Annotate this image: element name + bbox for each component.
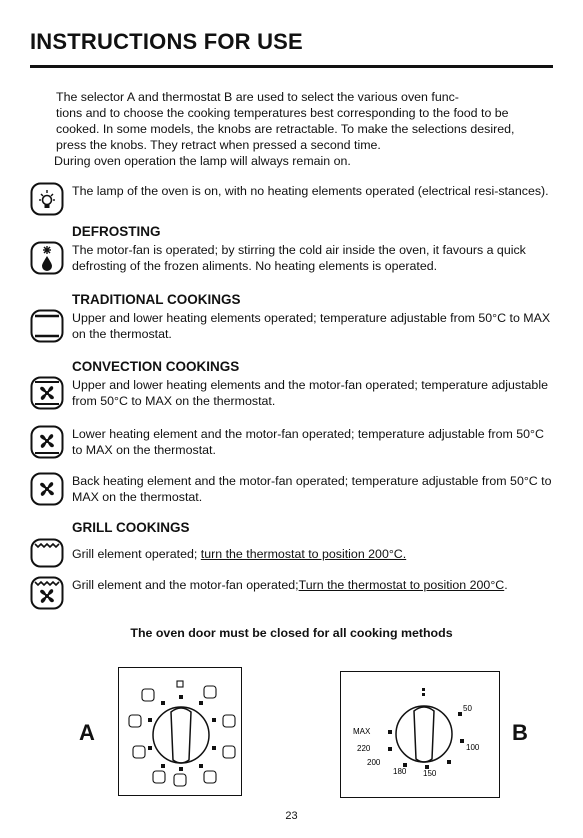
traditional-text: Upper and lower heating elements operated; temperature adjustable from 50°C to MAX on the thermostat. [72, 311, 551, 341]
intro-line: cooked. In some models, the knobs are retractable. To make the selections desired, [56, 122, 515, 136]
grill-icon [30, 538, 64, 568]
convection-heading: CONVECTION COOKINGS [72, 359, 240, 374]
thermostat-label-180: 180 [393, 767, 407, 776]
selector-knob [153, 707, 209, 763]
fan-icon [30, 472, 64, 506]
thermostat-label-200: 200 [367, 758, 381, 767]
fan-top-bottom-icon [30, 376, 64, 410]
grill-text-1 [72, 546, 552, 562]
grill-text-2-instruction: Turn the thermostat to position 200°C [298, 578, 505, 592]
thermostat-label-max: MAX [353, 727, 371, 736]
thermostat-label-100: 100 [466, 743, 480, 752]
intro-line: tions and to choose the cooking temperatures best corresponding to the food to be [56, 106, 509, 120]
defrost-text: The motor-fan is operated; by stirring the cold air inside the oven, it favours a quick defrosting of the frozen aliments. No heating elements is operated. [72, 243, 526, 273]
intro-line: During oven operation the lamp will always remain on. [54, 154, 351, 168]
thermostat-label-220: 220 [357, 744, 371, 753]
thermostat-label-150: 150 [423, 769, 437, 778]
grill-text-2-main: Grill element and the motor-fan operated; [72, 578, 299, 592]
grill-text-1-main: Grill element operated; [72, 547, 201, 561]
convection-text-1: Upper and lower heating elements and the motor-fan operated; temperature adjustable from 50°C to MAX on the thermostat. [72, 378, 548, 408]
thermostat-knob-diagram [341, 672, 499, 797]
selector-panel [118, 667, 242, 796]
door-closed-note: The oven door must be closed for all cooking methods [130, 626, 453, 640]
intro-paragraph [56, 89, 548, 169]
selector-knob-diagram [119, 668, 241, 795]
lamp-text: The lamp of the oven is on, with no heating elements operated (electrical resi-stances). [72, 184, 549, 198]
grill-fan-icon [30, 576, 64, 610]
grill-text-2 [72, 577, 552, 593]
convection-text-2: Lower heating element and the motor-fan operated; temperature adjustable from 50°C to MAX on the thermostat. [72, 427, 544, 457]
top-bottom-heat-icon [30, 309, 64, 343]
defrost-icon [30, 241, 64, 275]
title-rule [30, 65, 553, 68]
thermostat-letter: B [512, 720, 528, 745]
lamp-icon [30, 182, 64, 216]
fan-bottom-icon [30, 425, 64, 459]
page-number: 23 [285, 810, 298, 822]
traditional-heading: TRADITIONAL COOKINGS [72, 292, 241, 307]
selector-letter: A [79, 720, 95, 745]
defrosting-heading: DEFROSTING [72, 224, 161, 239]
grill-heading: GRILL COOKINGS [72, 520, 190, 535]
page-title: INSTRUCTIONS FOR USE [30, 29, 303, 54]
intro-line: The selector A and thermostat B are used to select the various oven func- [56, 90, 459, 104]
thermostat-panel [340, 671, 500, 798]
thermostat-label-50: 50 [463, 704, 472, 713]
thermostat-knob [396, 706, 452, 762]
intro-line: press the knobs. They retract when pressed a second time. [56, 138, 381, 152]
grill-text-1-instruction: turn the thermostat to position 200°C. [200, 547, 407, 561]
convection-text-3: Back heating element and the motor-fan operated; temperature adjustable from 50°C to MAX on the thermostat. [72, 474, 552, 504]
grill-text-2-end: . [504, 578, 508, 592]
thermostat-position-marks [388, 688, 464, 769]
